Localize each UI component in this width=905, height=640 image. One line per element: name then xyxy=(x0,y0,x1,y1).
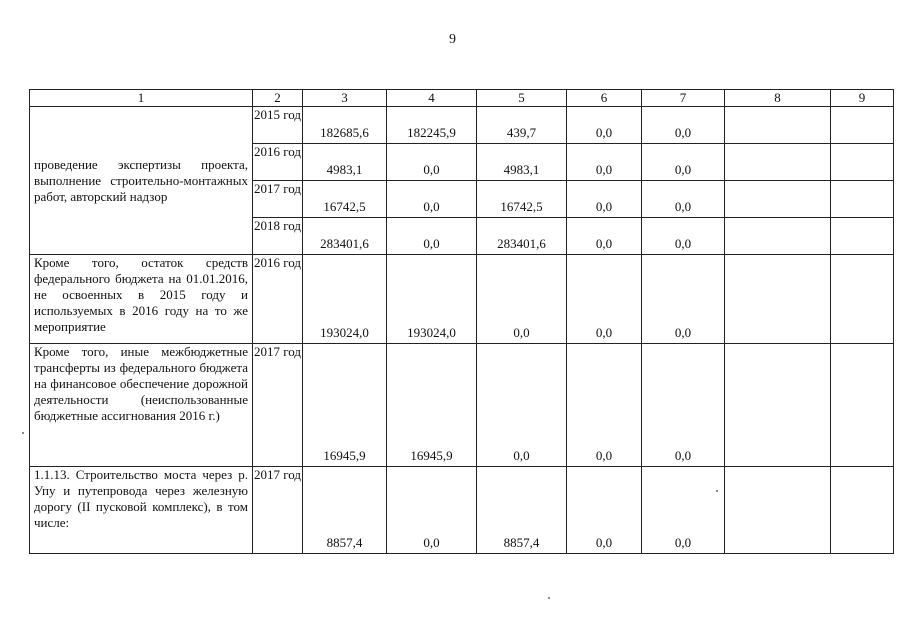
value-cell xyxy=(725,255,831,344)
year-cell: 2017 год xyxy=(253,344,303,467)
value-cell: 0,0 xyxy=(567,467,642,554)
value-cell: 0,0 xyxy=(642,181,725,218)
table-row xyxy=(30,255,894,344)
value-cell: 0,0 xyxy=(567,107,642,144)
year-cell: 2015 год xyxy=(253,107,303,144)
table-row xyxy=(30,467,894,554)
value-cell: 16945,9 xyxy=(387,344,477,467)
value-cell: 16742,5 xyxy=(477,181,567,218)
value-cell: 0,0 xyxy=(642,218,725,255)
value-cell: 0,0 xyxy=(387,144,477,181)
value-cell: 0,0 xyxy=(567,344,642,467)
table-row xyxy=(30,107,894,144)
value-cell: 4983,1 xyxy=(477,144,567,181)
value-cell xyxy=(831,181,894,218)
value-cell: 0,0 xyxy=(387,467,477,554)
value-cell: 8857,4 xyxy=(477,467,567,554)
value-cell: 8857,4 xyxy=(303,467,387,554)
column-header: 6 xyxy=(567,90,642,107)
row-description: Кроме того, остаток средств федерального бюджета на 01.01.2016, не освоенных в 2015 году и используемых в 2016 году на то же мероприятие xyxy=(30,255,253,344)
value-cell: 283401,6 xyxy=(477,218,567,255)
value-cell: 0,0 xyxy=(567,255,642,344)
row-description: проведение экспертизы проекта, выполнение строительно-монтажных работ, авторский надзор xyxy=(30,107,253,255)
year-cell: 2016 год xyxy=(253,144,303,181)
value-cell: 0,0 xyxy=(642,107,725,144)
value-cell xyxy=(831,255,894,344)
value-cell: 0,0 xyxy=(387,218,477,255)
value-cell xyxy=(725,181,831,218)
value-cell: 0,0 xyxy=(387,181,477,218)
value-cell: 0,0 xyxy=(642,344,725,467)
value-cell: 439,7 xyxy=(477,107,567,144)
value-cell xyxy=(725,107,831,144)
scan-speck xyxy=(716,490,718,492)
budget-table xyxy=(29,89,894,554)
value-cell: 4983,1 xyxy=(303,144,387,181)
value-cell xyxy=(831,144,894,181)
value-cell: 0,0 xyxy=(477,344,567,467)
value-cell: 193024,0 xyxy=(387,255,477,344)
value-cell: 0,0 xyxy=(477,255,567,344)
year-cell: 2017 год xyxy=(253,467,303,554)
value-cell: 182245,9 xyxy=(387,107,477,144)
column-header: 4 xyxy=(387,90,477,107)
column-header: 2 xyxy=(253,90,303,107)
column-header: 8 xyxy=(725,90,831,107)
value-cell: 16945,9 xyxy=(303,344,387,467)
value-cell xyxy=(725,467,831,554)
value-cell xyxy=(725,144,831,181)
value-cell: 16742,5 xyxy=(303,181,387,218)
value-cell xyxy=(831,467,894,554)
year-cell: 2017 год xyxy=(253,181,303,218)
scan-speck xyxy=(22,432,24,434)
table-row xyxy=(30,344,894,467)
value-cell: 0,0 xyxy=(567,144,642,181)
value-cell xyxy=(725,344,831,467)
column-header: 5 xyxy=(477,90,567,107)
value-cell: 283401,6 xyxy=(303,218,387,255)
value-cell: 0,0 xyxy=(567,218,642,255)
value-cell xyxy=(831,344,894,467)
header-row xyxy=(30,90,894,107)
scan-speck xyxy=(548,597,550,599)
column-header: 7 xyxy=(642,90,725,107)
year-cell: 2016 год xyxy=(253,255,303,344)
value-cell: 182685,6 xyxy=(303,107,387,144)
value-cell: 0,0 xyxy=(567,181,642,218)
value-cell xyxy=(725,218,831,255)
value-cell xyxy=(831,218,894,255)
value-cell: 193024,0 xyxy=(303,255,387,344)
value-cell: 0,0 xyxy=(642,144,725,181)
row-description: Кроме того, иные межбюджетные трансферты из федерального бюджета на финансовое обеспечение дорожной деятельности (неиспользованные бюджетные ассигнования 2016 г.) xyxy=(30,344,253,467)
value-cell xyxy=(831,107,894,144)
year-cell: 2018 год xyxy=(253,218,303,255)
row-description: 1.1.13. Строительство моста через р. Упу и путепровода через железную дорогу (II пусковой комплекс), в том числе: xyxy=(30,467,253,554)
column-header: 3 xyxy=(303,90,387,107)
page-number: 9 xyxy=(449,32,456,47)
value-cell: 0,0 xyxy=(642,467,725,554)
column-header: 1 xyxy=(30,90,253,107)
value-cell: 0,0 xyxy=(642,255,725,344)
column-header: 9 xyxy=(831,90,894,107)
